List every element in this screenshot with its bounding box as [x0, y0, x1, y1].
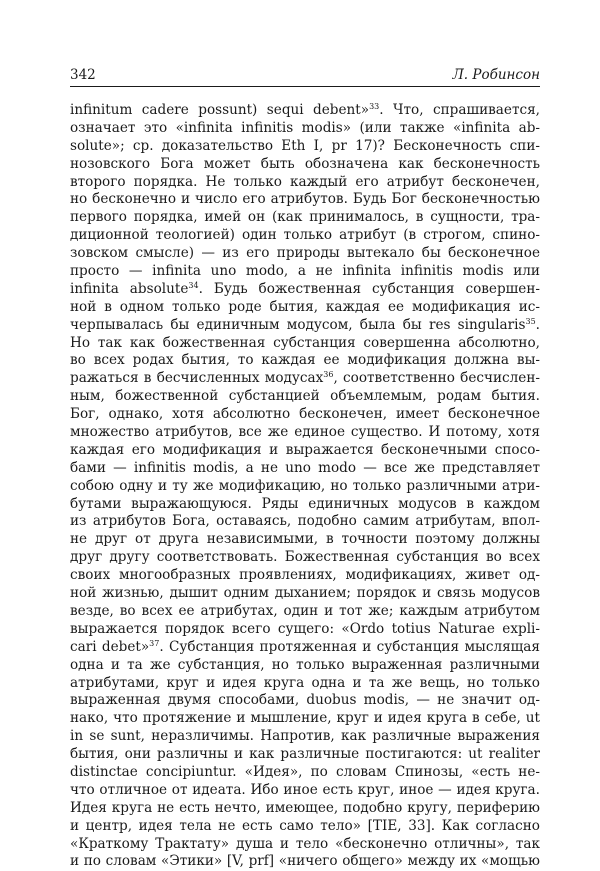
- text-line: [70, 603, 540, 621]
- text-line: [70, 299, 540, 317]
- text-line: [70, 800, 540, 818]
- text-line: [70, 120, 540, 138]
- line-text: Идея круга не есть нечто, имеющее, подобно кругу, периферию: [70, 799, 540, 816]
- line-text: второго порядка. Не только каждый его атрибут бесконечен,: [70, 173, 540, 190]
- line-text: нозовского Бога может быть обозначена как бесконечность: [70, 155, 540, 172]
- text-line: [70, 281, 540, 299]
- line-text-continued: .: [535, 316, 540, 333]
- text-line: [70, 675, 540, 693]
- line-text: черпывалась бы единичным модусом, была бы res singularis: [70, 316, 526, 333]
- footnote-ref: 36: [323, 370, 334, 380]
- text-line: [70, 442, 540, 460]
- text-line: [70, 657, 540, 675]
- line-text: из атрибутов Бога, оставаясь, подобно самим атрибутам, впол-: [70, 513, 540, 530]
- line-text-continued: . Будь божественная субстанция совершен-: [198, 280, 540, 297]
- text-line: [70, 728, 540, 746]
- line-text: и по словам «Этики» [V, prf] «ничего общего» между их «мощью: [70, 853, 540, 870]
- footnote-ref: 37: [149, 638, 160, 648]
- line-text: выражается порядок всего сущего: «Ordo totius Naturae expli-: [70, 620, 540, 637]
- footnote-ref: 33: [369, 102, 380, 111]
- line-text: одна и та же субстанция, но только выраженная различными: [70, 656, 540, 673]
- line-text: своих многообразных проявлениях, модификациях, живет од-: [70, 567, 540, 584]
- line-text: первого порядка, имей он (как принималось, в сущности, тра-: [70, 209, 540, 226]
- text-line: [70, 102, 540, 120]
- line-text: везде, во всех ее атрибутах, один и тот же; каждым атрибутом: [70, 602, 540, 619]
- text-line: [70, 531, 540, 549]
- line-text: solute»; ср. доказательство Eth I, pr 17)? Бесконечность спи-: [70, 137, 540, 154]
- text-line: [70, 191, 540, 209]
- line-text: infinita absolute: [70, 280, 189, 297]
- line-text: друг другу соответствовать. Божественная субстанция во всех: [70, 549, 540, 566]
- line-text-continued: , соответственно бесчислен-: [333, 370, 540, 387]
- text-line: [70, 639, 540, 657]
- line-text: бутами выражающуюся. Ряды единичных модусов в каждом: [70, 495, 540, 512]
- line-text: in se sunt, неразличимы. Напротив, как различные выражения: [70, 728, 540, 745]
- text-line: [70, 567, 540, 585]
- line-text: атрибутами, круг и идея круга одна и та же вещь, но только: [70, 674, 540, 691]
- text-line: [70, 227, 540, 245]
- text-line: [70, 138, 540, 156]
- text-line: [70, 818, 540, 836]
- text-line: [70, 335, 540, 353]
- line-text: infinitum cadere possunt) sequi debent»: [70, 102, 370, 118]
- text-line: [70, 764, 540, 782]
- line-text: выраженная двумя способами, duobus modis, — не значит од-: [70, 692, 540, 709]
- text-line: [70, 388, 540, 406]
- line-text: но бесконечно и число его атрибутов. Будь Бог бесконечностью: [70, 191, 540, 208]
- line-text-continued: . Что, спрашивается,: [379, 102, 540, 118]
- line-text: бами — infinitis modis, а не uno modo — все же представляет: [70, 459, 540, 476]
- line-text: множество атрибутов, все же единое существо. И потому, хотя: [70, 424, 540, 441]
- line-text: бытия, они различны и как различные постигаются: ut realiter: [70, 746, 540, 763]
- body-text: [70, 102, 540, 871]
- line-text: Бог, однако, хотя абсолютно бесконечен, имеет бесконечное: [70, 406, 540, 423]
- line-text: просто — infinita uno modo, а не infinita infinitis modis или: [70, 263, 540, 280]
- text-line: [70, 692, 540, 710]
- line-text: означает это «infinita infinitis modis» (или также «infinita ab-: [70, 119, 540, 136]
- line-text: ражаться в бесчисленных модусах: [70, 370, 324, 387]
- line-text: ной жизнью, дышит одним дыханием; порядок и связь модусов: [70, 585, 540, 602]
- text-line: [70, 245, 540, 263]
- text-line: [70, 746, 540, 764]
- text-line: [70, 513, 540, 531]
- line-text: ным, божественной субстанцией объемлемым, родам бытия.: [70, 388, 540, 405]
- line-text: «Краткому Трактату» душа и тело «бесконечно отличны», так: [70, 835, 540, 852]
- page-header: [70, 66, 540, 87]
- line-text: собою одну и ту же модификацию, но только различными атри-: [70, 477, 540, 494]
- line-text: каждая его модификация и выражается бесконечными спосо-: [70, 441, 540, 458]
- text-line: [70, 478, 540, 496]
- text-line: [70, 370, 540, 388]
- text-line: [70, 853, 540, 871]
- text-line: [70, 460, 540, 478]
- line-text: distinctae concipiuntur. «Идея», по словам Спинозы, «есть не-: [70, 763, 540, 780]
- text-line: [70, 424, 540, 442]
- line-text: зовском смысле) — из его природы вытекало бы бесконечное: [70, 245, 540, 262]
- text-line: [70, 406, 540, 424]
- text-line: [70, 549, 540, 567]
- line-text: Но так как божественная субстанция совершенна абсолютно,: [70, 334, 540, 351]
- running-head: Л. Робинсон: [452, 67, 540, 83]
- text-line: [70, 836, 540, 854]
- text-line: [70, 621, 540, 639]
- line-text: диционной теологией) один только атрибут (в строгом, спино-: [70, 227, 540, 244]
- page-number: 342: [70, 67, 96, 83]
- line-text: и центр, идея тела не есть само тело» [TIE, 33]. Как согласно: [70, 817, 540, 834]
- text-line: [70, 782, 540, 800]
- text-line: [70, 352, 540, 370]
- line-text: ной в одном только роде бытия, каждая ее модификация ис-: [70, 298, 540, 315]
- line-text: cari debet»: [70, 638, 150, 655]
- line-text: что отличное от идеата. Ибо иное есть круг, иное — идея круга.: [70, 781, 540, 798]
- text-line: [70, 710, 540, 728]
- line-text: не друг от друга независимыми, в точности поэтому должны: [70, 531, 540, 548]
- footnote-ref: 35: [525, 316, 536, 326]
- line-text: во всех родах бытия, то каждая ее модификация должна вы-: [70, 352, 540, 369]
- line-text: нако, что протяжение и мышление, круг и идея круга в себе, ut: [70, 710, 540, 727]
- footnote-ref: 34: [188, 280, 199, 290]
- text-line: [70, 174, 540, 192]
- text-line: [70, 496, 540, 514]
- line-text-continued: . Субстанция протяженная и субстанция мыслящая: [159, 638, 540, 655]
- text-line: [70, 156, 540, 174]
- text-line: [70, 317, 540, 335]
- text-line: [70, 209, 540, 227]
- text-line: [70, 585, 540, 603]
- text-line: [70, 263, 540, 281]
